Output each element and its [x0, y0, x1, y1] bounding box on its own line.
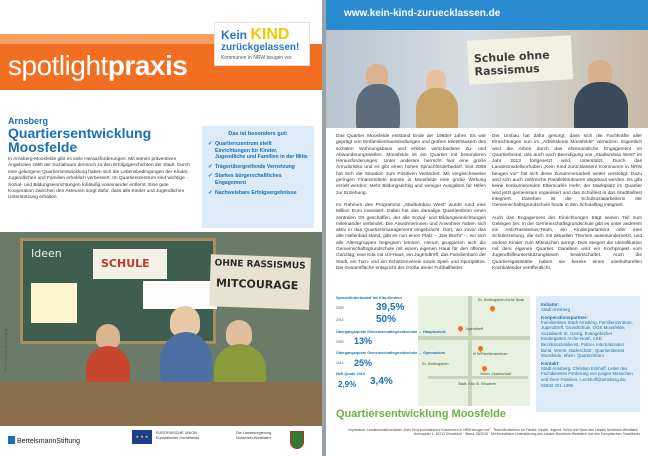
desks: [0, 382, 322, 426]
map-label: Ev. Kindergarten: [422, 362, 449, 366]
eu-text: EUROPÄISCHE UNION · Europäischer Sozialfonds: [156, 431, 200, 440]
website-url[interactable]: www.kein-kind-zuruecklassen.de: [344, 8, 501, 19]
meeting-photo: [326, 24, 648, 128]
city-label: Arnsberg: [8, 116, 49, 126]
contact-box: [536, 296, 640, 412]
highlights-title: Das ist besonders gut:: [228, 131, 288, 137]
magazine-title: [8, 50, 187, 82]
paragraph: Im Rahmen des Programms „Stadtumbau West“ wurde rund eine Million Euro investiert. Dabei hat das damalige Quartiersbüro einen zentralen Ort geschaffen, der alle Sozial- und Bildungseinrichtungen miteinander verbindet. Die Anwohnerinnen und Anwohner haben sich aktiv in das Quartiersmanagement eingebracht. Dort, wo zuvor das alte Hallenbad stand, gibt es nun einen Platz – „Die Bücht“ –, wo sich alle Altersgruppen begegnen können. Herum gruppieren sich die Gemeinschaftsgrundschule mit einem eigenen Haus für den offenen Ganztag, eine Kita mit U3-Haus, ein Jugendtreff, das Familienbüro der Stadt, ein Turn- und ein Schützenverein sowie Spiel- und Sportplätze. Die Gesamtfläche entspricht der Größe dreier Fußballfelder.: [336, 202, 486, 271]
classroom-photo: [0, 232, 322, 426]
stat-value: 39,5%: [376, 302, 405, 313]
person-body: [574, 82, 628, 128]
map-label: Jugendtreff: [465, 327, 483, 331]
text-column-2: [492, 134, 642, 278]
right-page: [326, 0, 648, 456]
logo-word-kein: Kein: [221, 28, 251, 42]
logo-subtitle: Kommunen in NRW beugen vor: [221, 55, 292, 61]
highlights-list: [208, 141, 308, 196]
person-body: [356, 84, 400, 128]
map-label: KiTa/Familienzentrum: [473, 352, 508, 356]
contact-body: Stadt Arnsberg, Christian Eckhoff, Leiter des Fachdienstes Förderung von jungen Menschen und ihren Familien, c.eckhoff@arnsberg.de, 02932 201-1395: [541, 365, 633, 388]
person-head: [588, 60, 612, 84]
photo-credit: Bild: Ela Martin Schwing: [3, 328, 8, 372]
text-column-1: [336, 134, 486, 278]
stat-value: 25%: [354, 358, 373, 368]
contact-heading: Kooperationspartner:: [541, 314, 588, 320]
child-head: [96, 324, 120, 348]
title-bold: praxis: [107, 50, 188, 81]
drawing-paper: [31, 283, 77, 323]
paragraph: Das Quartier Moosfelde entstand Ende der 1960er Jahre. Es war geprägt von Einfamilienhaussiedlungen und großen Mietshäusern des sozialen Wohnungsbaus und erlebte verschiedene Zu- und Abwanderungswellen. Moosfelde ist ein Quartier mit besonderen Herausforderungen: Unter anderem herrscht hier eine große Armutsrisiko und es gibt einen hohen Sprachförderbedarf. Seit 2008 hat sich die Situation zum Positiven verändert. Mit vergleichsweise geringen Finanzmitteln konnte in Moosfelde eine große Wirkung erzielt werden: Mehr Bildungserfolg und weniger Ausgaben für Hilfen zur Erziehung.: [336, 134, 486, 196]
stat-year: 2009: [336, 306, 344, 310]
paper-poster: [93, 249, 167, 279]
person-head: [426, 70, 446, 90]
article-title-right: Quartiersentwicklung Moosfelde: [336, 408, 506, 420]
schule-sign: [467, 35, 573, 84]
sign-line2: MITCOURAGE: [215, 276, 299, 293]
eu-flag-icon: ★ ★ ★: [132, 430, 152, 444]
highlight-item: ✓ Trägerübergreifende Vernetzung: [208, 164, 308, 171]
contact-body: Familienbüro Stadt Arnsberg, Familienzentrum, Jugendtreff, Grundschule, OGS Moosfelde, Sozialwerk St. Georg, Evangelischer Kindergarten Arche-Noah, ASD Bezirkssozialdienst, Polizei, Internationaler Bund, Verein „Nadeschda“, Quartiersbeirat Moosfelde, ehem. Quartiersbüro: [541, 319, 633, 359]
article-title: Quartiersentwicklung Moosfelde: [8, 125, 152, 155]
highlight-item: ✓ Nachweisbare Erfolgsergebnisse: [208, 190, 308, 197]
logo-word-zurueck: zurückgelassen!: [221, 42, 300, 53]
intro-text: In Arnsberg-Moosfelde gibt es viele Herausforderungen. Mit seinen präventiven Angeboten zählt der Sozialraum dennoch zu den Erfolgsgeschichten der Stadt. Durch eine gelungene Quartiersentwicklung haben sich die Lebensbedingungen der Kinder, Jugendlichen und Familien erheblich verbessert. Im Quartierszentrum sind wichtige Sozial- und Bildungseinrichtungen fußläufig voneinander entfernt. Eine gute Kooperation zwischen den Akteuren sorgt dafür, dass alle Kinder und Jugendlichen Unterstützung erhalten.: [8, 157, 190, 201]
map-label: Städt. Kita St. Elisabeth: [458, 382, 496, 386]
highlights-box: [202, 126, 314, 228]
stat-value: 3,4%: [370, 376, 393, 387]
logo-word-kind: KIND: [250, 26, 290, 43]
stat-year: 2014: [336, 318, 344, 322]
stat-caption: Übergangsquote Gemeinschaftsgrundschule → Hauptschule: [336, 330, 446, 334]
map-label: Ev. Kindergarten Arche Noah: [478, 298, 525, 302]
bertelsmann-text: BertelsmannStiftung: [17, 438, 81, 445]
map-label: Verein „Nadeschda“: [480, 372, 512, 376]
schule-sign-text: Schule ohne Rassismus: [473, 48, 550, 79]
stat-caption: Sprachförderbedarf bei Kita-Kindern: [336, 296, 402, 300]
stat-year: 2009: [336, 340, 344, 344]
board-word: Ideen: [31, 247, 62, 260]
stat-year: 2014: [336, 361, 344, 365]
stats-infographic: [336, 296, 532, 404]
sign-line1: OHNE RASSISMUS: [214, 258, 306, 272]
paragraph: Auch das Engagement der Einrichtungen trägt seinen Teil zum Gelingen bei: In der Gemeinschaftsgrundschule gibt es unter anderem ein Anti-Rassismus-Team, ein Kinderparlament oder eine Schülerzeitung, die sich mit aktuellen Themen auseinandersetzt, und andere Kinder zum Mitmachen anregt. Dies steigert die Identifikation mit dem eigenen Quartier. Daneben wird ein Kochprojekt vom Jugendhilfeunterstützungsteam bewirtschaftet. Auch die Quartiersgaststätte haben sie bereits einen interkulturellen Kochkalender veröffentlicht.: [492, 215, 642, 271]
drawing-paper: [143, 281, 217, 309]
left-page: [0, 0, 322, 456]
paragraph: Der Umbau hat dafür gesorgt, dass sich die Fachkräfte aller Einrichtungen nun im „Arbeitskreis Moosfelde“ vernetzen. Eigentlich wird die Arbeit durch das ehrenamtliche Engagement im Quartierbeirat, das auch nach Beendigung von „Stadtumbau West“ im Jahr 2013 fortgesetzt wird, unterstützt. Durch das Landesmodellvorhaben „Kein Kind zurücklassen! Kommunen in NRW beugen vor“ hat sich diese Zusammenarbeit weiter verstetigt. Dazu wird sich auch zahlreiche Parallelstrukturen abgebaut werden. Es gibt keine konkurrierenden Elterncafés mehr; der Marktplatz im Quartier wird jetzt gemeinsam organisiert und das Schulfest in das Stadtteilfest integriert. Daneben ist die Schulsozialarbeiterin der Gemeinschaftsgrundschule heute in den Schulalltag integriert.: [492, 134, 642, 209]
stat-value: 13%: [354, 336, 373, 346]
child-head: [226, 320, 252, 346]
nrw-text: Die Landesregierung Nordrhein-Westfalen: [236, 431, 272, 440]
poster-text: SCHULE: [101, 257, 150, 270]
contact-body: Stadt Arnsberg: [541, 307, 571, 312]
stat-caption: Übergangsquote Gemeinschaftsgrundschule → Gymnasium: [336, 351, 445, 355]
bertelsmann-logo: [8, 436, 80, 445]
title-light: spotlight: [8, 50, 108, 81]
bertelsmann-icon: [8, 436, 15, 444]
kein-kind-logo: [214, 22, 310, 66]
person-head: [366, 64, 388, 86]
stat-value: 2,9%: [338, 380, 357, 389]
stat-caption: HzE-Quote 2013: [336, 372, 365, 376]
sponsor-footer: [0, 426, 322, 456]
highlight-item: ✓ Quartierszentrum stellt Einrichtungen für Kinder, Jugendliche und Familien in der Mitte: [208, 141, 308, 161]
contact-heading: Initiator:: [541, 302, 560, 307]
highlight-item: ✓ Starkes bürgerschaftliches Engagement: [208, 173, 308, 186]
stat-value: 50%: [376, 314, 397, 325]
person-body: [416, 88, 458, 128]
impressum: Impressum: Landesmodellvorhaben „Kein Kind zurücklassen! Kommunen in NRW beugen vor“ · Team Ministerium für Familie, Kinder, Jugend, Kultur und Sport des Landes Nordrhein-Westfalen · Horionplatz 1, 40213 Düsseldorf · Stand: 05/2015 · Mit freundlicher Unterstützung des Landes Nordrhein-Westfalen und des Europäischen Sozialfonds: [348, 428, 640, 437]
nrw-crest-icon: [290, 431, 304, 449]
contact-heading: Kontakt:: [541, 360, 560, 366]
rassismus-sign: [209, 254, 311, 309]
